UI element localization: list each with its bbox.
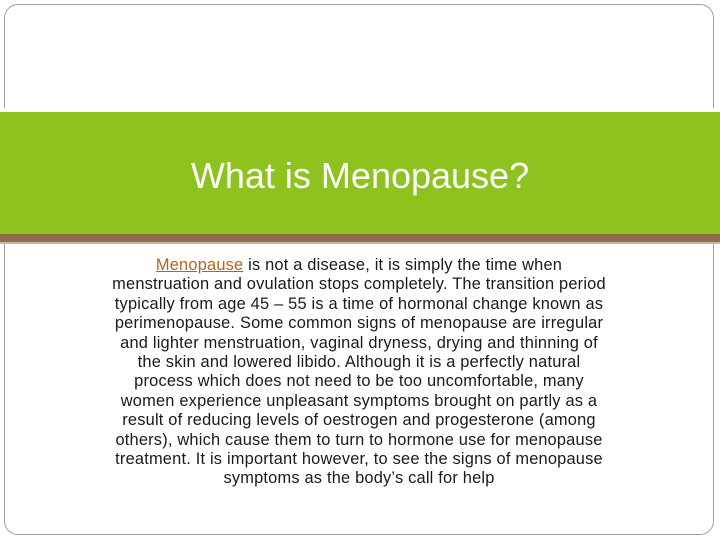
title-accent-stripe — [0, 234, 720, 242]
title-accent-stripe-light — [0, 242, 720, 244]
slide-title: What is Menopause? — [190, 155, 530, 196]
menopause-link[interactable]: Menopause — [155, 256, 244, 274]
slide-body-text — [110, 256, 608, 489]
body-paragraph: is not a disease, it is simply the time when menstruation and ovulation stops completely. The transition period typically from age 45 – 55 is a time of hormonal change known as perimenopause. Some common signs of menopause are irregular and lighter menstruation, vaginal dryness, drying and thinning of the skin and lowered libido. Although it is a perfectly natural process which does not need to be too uncomfortable, many women experience unpleasant symptoms brought on partly as a result of reducing levels of oestrogen and progesterone (among others), which cause them to turn to hormone use for menopause treatment. It is important however, to see the signs of menopause symptoms as the body’s call for help — [112, 256, 606, 488]
